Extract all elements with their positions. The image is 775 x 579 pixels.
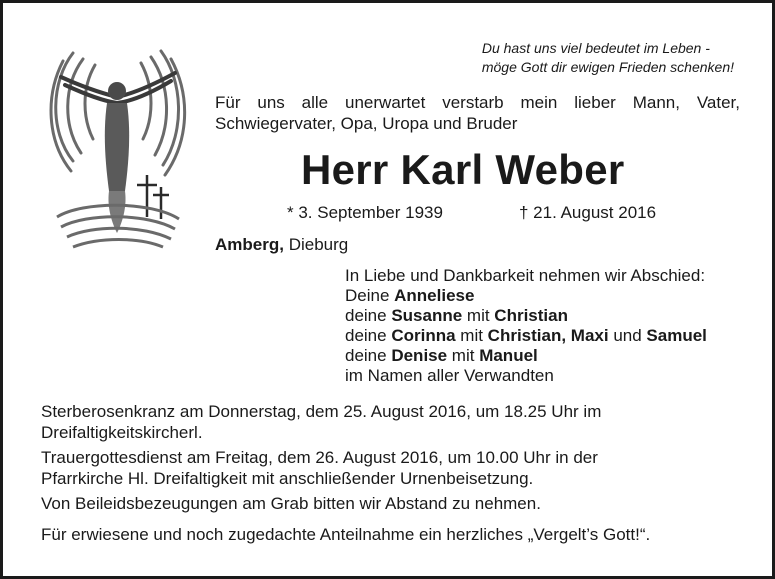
thanks-paragraph: Für erwiesene und noch zugedachte Anteilnahme ein herzliches „Vergelt’s Gott!“. — [41, 525, 651, 544]
service-paragraph — [41, 447, 598, 489]
resurrected-christ-sketch-icon — [43, 41, 191, 253]
place-secondary: Dieburg — [288, 235, 349, 254]
quote-line-1: Du hast uns viel bedeutet im Leben - — [481, 40, 710, 56]
place-primary: Amberg, — [215, 235, 284, 254]
mourner-prefix: deine — [345, 326, 392, 345]
mourner-prefix: Deine — [345, 286, 395, 305]
intro-word: uns — [257, 93, 285, 112]
mourner-connector: und — [608, 326, 647, 345]
mourner-name: Susanne — [391, 306, 463, 325]
mourner-name: Corinna — [391, 326, 456, 345]
places-line — [215, 235, 348, 255]
mourner-name: Denise — [391, 346, 448, 365]
mourner-connector: mit — [462, 306, 495, 325]
rosary-paragraph — [41, 401, 601, 443]
condolence-paragraph: Von Beileidsbezeugungen am Grab bitten wir Abstand zu nehmen. — [41, 494, 541, 513]
mourners-closing: im Namen aller Verwandten — [345, 366, 554, 385]
intro-word: unerwartet — [345, 93, 426, 112]
mourner-line — [345, 346, 707, 366]
service-line-2: Pfarrkirche Hl. Dreifaltigkeit mit anschließender Urnenbeisetzung. — [41, 469, 534, 488]
mourner-name: Manuel — [479, 346, 538, 365]
service-line-1: Trauergottesdienst am Freitag, dem 26. August 2016, um 10.00 Uhr in der — [41, 448, 598, 467]
intro-word: Vater, — [696, 93, 740, 112]
mourner-prefix: deine — [345, 306, 392, 325]
intro-word: mein — [520, 93, 558, 112]
mourner-line — [345, 326, 707, 346]
mourner-name: Anneliese — [394, 286, 475, 305]
mourners-block — [345, 266, 707, 386]
mourner-name: Christian — [494, 306, 568, 325]
mourner-line — [345, 286, 707, 306]
rosary-line-1: Sterberosenkranz am Donnerstag, dem 25. August 2016, um 18.25 Uhr im — [41, 402, 602, 421]
mourner-prefix: deine — [345, 346, 392, 365]
intro-word: Mann, — [632, 93, 680, 112]
mourner-name: Samuel — [646, 326, 707, 345]
intro-word: alle — [301, 93, 329, 112]
intro-word: lieber — [574, 93, 616, 112]
intro-line-2: Schwiegervater, Opa, Uropa und Bruder — [215, 114, 518, 133]
deceased-name: Herr Karl Weber — [301, 146, 625, 193]
death-date: † 21. August 2016 — [519, 203, 657, 222]
intro-word: Für — [215, 93, 241, 112]
birth-date: * 3. September 1939 — [287, 203, 443, 222]
mourner-line — [345, 306, 707, 326]
memorial-quote — [482, 39, 734, 77]
mourners-intro: In Liebe und Dankbarkeit nehmen wir Abschied: — [345, 266, 706, 285]
intro-word: verstarb — [442, 93, 504, 112]
mourner-name: Christian, Maxi — [487, 326, 609, 345]
intro-line-1 — [215, 92, 740, 113]
mourner-connector: mit — [455, 326, 488, 345]
rosary-line-2: Dreifaltigkeitskircherl. — [41, 423, 203, 442]
announcement-intro — [215, 92, 740, 134]
quote-line-2: möge Gott dir ewigen Frieden schenken! — [481, 59, 734, 75]
mourner-connector: mit — [447, 346, 480, 365]
